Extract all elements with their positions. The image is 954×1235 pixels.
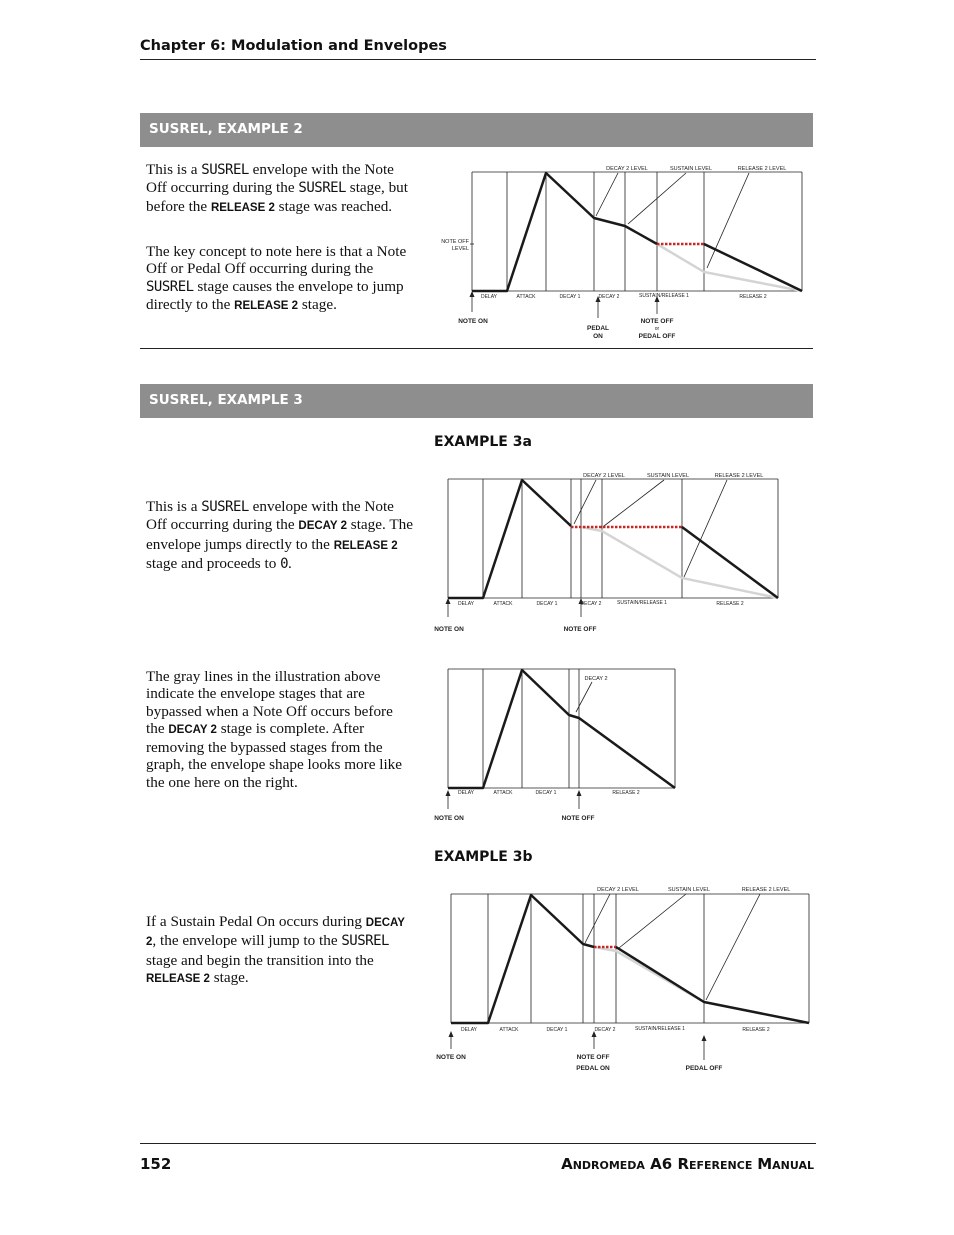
example2-paragraph-2: The key concept to note here is that a Note Off or Pedal Off occurring during the SUSREL stage causes the envelope to jump directly to the RELEASE 2 stage. [146, 243, 407, 313]
stage-label: RELEASE 2 [716, 601, 744, 607]
page-number: 152 [140, 1155, 172, 1173]
stage-label: DECAY 1 [559, 294, 581, 300]
stage-label: DECAY 1 [535, 790, 557, 796]
marker-label: PEDAL [586, 325, 610, 332]
marker-label: PEDAL OFF [638, 333, 676, 340]
section-title: SUSREL, EXAMPLE 3 [149, 392, 303, 408]
example3a-paragraph-2: The gray lines in the illustration above indicate the envelope stages that are bypassed when a Note Off occurs before the DECAY 2 stage is complete. After removing the bypassed stages from the graph, the envelope shape looks more like the one here on the right. [146, 668, 402, 791]
marker-label: NOTE ON [434, 815, 464, 822]
stage-label: DECAY 1 [536, 601, 558, 607]
chapter-header: Chapter 6: Modulation and Envelopes [140, 38, 447, 54]
stage-label: RELEASE 2 [739, 294, 767, 300]
example-3b-heading: EXAMPLE 3b [434, 849, 533, 865]
top-label: DECAY 2 LEVEL [597, 887, 639, 893]
stage-label: SUSTAIN/RELEASE 1 [617, 600, 667, 606]
marker-label: NOTE OFF [640, 318, 674, 325]
marker-label: NOTE ON [436, 1054, 466, 1061]
top-label: SUSTAIN LEVEL [667, 887, 711, 893]
marker-label: NOTE OFF [561, 815, 595, 822]
stage-label: DELAY [480, 294, 498, 300]
section-divider [140, 348, 813, 349]
stage-label: ATTACK [499, 1027, 519, 1033]
section-banner-example-3 [140, 384, 813, 418]
envelope-graph-example-3a [420, 465, 820, 640]
marker-label: PEDAL OFF [685, 1065, 723, 1072]
stage-label: DELAY [457, 601, 475, 607]
marker-label: NOTE ON [458, 318, 488, 325]
stage-label: SUSTAIN/RELEASE 1 [639, 293, 689, 299]
stage-label: RELEASE 2 [742, 1027, 770, 1033]
example2-paragraph-1: This is a SUSREL envelope with the Note Off occurring during the SUSREL stage, but before the RELEASE 2 stage was reached. [146, 161, 408, 215]
stage-label: DELAY [457, 790, 475, 796]
header-rule [140, 59, 816, 60]
stage-label: DELAY [460, 1027, 478, 1033]
top-label: DECAY 2 LEVEL [583, 473, 625, 479]
top-label: RELEASE 2 LEVEL [737, 166, 787, 172]
stage-label: DECAY 2 [580, 601, 602, 607]
example3a-paragraph-1: This is a SUSREL envelope with the Note Off occurring during the DECAY 2 stage. The envelope jumps directly to the RELEASE 2 stage and proceeds to 0. [146, 498, 413, 572]
marker-label: ON [593, 333, 603, 340]
stage-label: DECAY 1 [546, 1027, 568, 1033]
envelope-graph-example-2 [420, 155, 820, 350]
stage-label: ATTACK [493, 601, 513, 607]
stage-label: DECAY 2 [598, 294, 620, 300]
section-banner-example-2 [140, 113, 813, 147]
stage-label: DECAY 2 [594, 1027, 616, 1033]
top-label: RELEASE 2 LEVEL [714, 473, 764, 479]
footer-rule [140, 1143, 816, 1144]
stage-label: RELEASE 2 [612, 790, 640, 796]
top-label: SUSTAIN LEVEL [646, 473, 690, 479]
stage-label: ATTACK [516, 294, 536, 300]
envelope-graph-example-3b [420, 880, 820, 1075]
stage-label: SUSTAIN/RELEASE 1 [635, 1026, 685, 1032]
marker-label: NOTE OFF [563, 626, 597, 633]
side-label: LEVEL [451, 246, 469, 252]
section-title: SUSREL, EXAMPLE 2 [149, 121, 303, 137]
side-label: NOTE OFF [441, 239, 469, 245]
manual-title: ANDROMEDA A6 REFERENCE MANUAL [561, 1155, 814, 1173]
marker-label: PEDAL ON [576, 1065, 610, 1072]
top-label: RELEASE 2 LEVEL [741, 887, 791, 893]
top-label: SUSTAIN LEVEL [669, 166, 713, 172]
example3b-paragraph: If a Sustain Pedal On occurs during DECAY 2, the envelope will jump to the SUSREL stage and begin the transition into the RELEASE 2 stage. [146, 913, 405, 986]
stage-label: ATTACK [493, 790, 513, 796]
example-3a-heading: EXAMPLE 3a [434, 434, 532, 450]
top-label: DECAY 2 LEVEL [606, 166, 648, 172]
marker-label: NOTE OFF [576, 1054, 610, 1061]
marker-label: or [654, 326, 660, 332]
marker-label: NOTE ON [434, 626, 464, 633]
top-label: DECAY 2 [584, 676, 608, 682]
envelope-graph-example-3a-simplified [420, 660, 700, 830]
